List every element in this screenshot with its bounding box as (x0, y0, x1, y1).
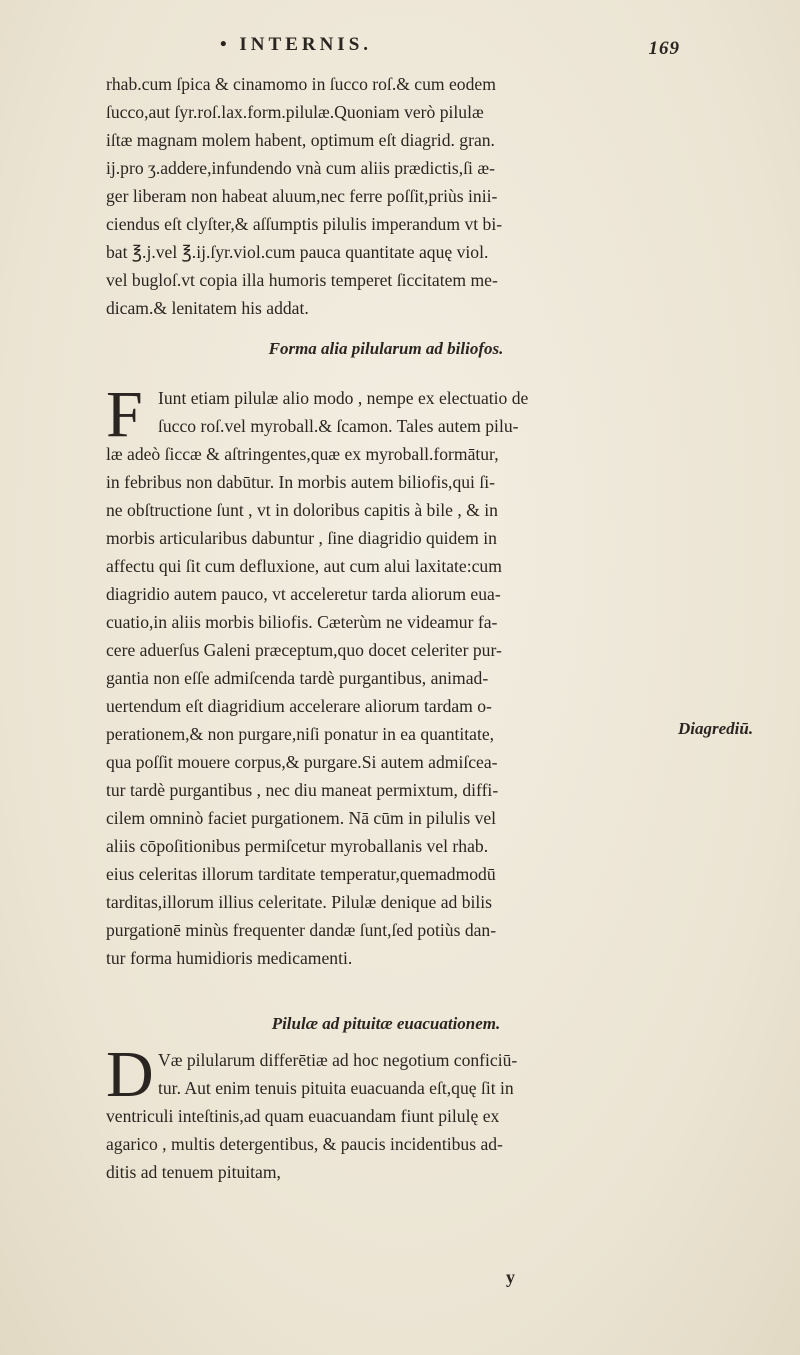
text-line: iſtæ magnam molem habent, optimum eſt diagrid. gran. (106, 130, 495, 150)
text-line: in febribus non dabūtur. In morbis autem biliofis,qui ſi- (106, 472, 495, 492)
text-line: ditis ad tenuem pituitam, (106, 1162, 281, 1182)
text-line: dicam.& lenitatem his addat. (106, 298, 309, 318)
text-line: tur forma humidioris medicamenti. (106, 948, 353, 968)
drop-cap-f: F (106, 378, 143, 451)
text-line: morbis articularibus dabuntur , ſine diagridio quidem in (106, 528, 497, 548)
text-line: tarditas,illorum illius celeritate. Pilulæ denique ad bilis (106, 892, 493, 912)
text-line: ciendus eſt clyſter,& aſſumptis pilulis imperandum vt bi- (106, 214, 503, 234)
text-line: ne obſtructione ſunt , vt in doloribus capitis à bile , & in (106, 500, 498, 520)
text-line: uertendum eſt diagridium accelerare aliorum tardam o- (106, 696, 492, 716)
text-line: tur tardè purgantibus , nec diu maneat permixtum, diffi- (106, 780, 499, 800)
text-line: purgationē minùs frequenter dandæ ſunt,ſed potiùs dan- (106, 920, 497, 940)
catchword: y (506, 1267, 515, 1287)
text-line: aliis cōpoſitionibus permiſcetur myroballanis vel rhab. (106, 836, 489, 856)
text-line: cuatio,in aliis morbis biliofis. Cæterùm ne videamur fa- (106, 612, 498, 632)
text-line: vel bugloſ.vt copia illa humoris temperet ſiccitatem me- (106, 270, 498, 290)
text-line: ger liberam non habeat aluum,nec ferre poſſit,priùs inii- (106, 186, 498, 206)
paragraph-biliosos (106, 378, 666, 972)
text-line: eius celeritas illorum tarditate temperatur,quemadmodū (106, 864, 496, 884)
text-line: diagridio autem pauco, vt acceleretur tarda aliorum eua- (106, 584, 501, 604)
text-line: cere aduerſus Galeni præceptum,quo docet celeriter pur- (106, 640, 502, 660)
paragraph-rhabarb (106, 70, 666, 322)
text-line: Væ pilularum differētiæ ad hoc negotium conficiū- (158, 1050, 518, 1070)
text-line: cilem omninò faciet purgationem. Nā cūm in pilulis vel (106, 808, 497, 828)
text-line: affectu qui ſit cum defluxione, aut cum alui laxitate:cum (106, 556, 502, 576)
text-line: ſucco,aut ſyr.roſ.lax.form.pilulæ.Quoniam verò pilulæ (106, 102, 484, 122)
text-line: ij.pro ʒ.addere,infundendo vnà cum aliis prædictis,ſi æ- (106, 158, 495, 178)
page-header (220, 34, 680, 68)
text-line: ventriculi inteſtinis,ad quam euacuandam fiunt pilulę ex (106, 1106, 500, 1126)
text-line: perationem,& non purgare,niſi ponatur in ea quantitate, (106, 724, 495, 744)
text-line: gantia non eſſe admiſcenda tardè purgantibus, animad- (106, 668, 489, 688)
running-title: • INTERNIS. (220, 34, 373, 55)
section-heading-pituita: Pilulæ ad pituitæ euacuationem. (271, 1014, 501, 1033)
text-line: rhab.cum ſpica & cinamomo in ſucco roſ.& cum eodem (106, 74, 496, 94)
text-line: tur. Aut enim tenuis pituita euacuanda eſt,quę ſit in (158, 1078, 514, 1098)
text-line: agarico , multis detergentibus, & paucis incidentibus ad- (106, 1134, 503, 1154)
paragraph-pituita (106, 1038, 666, 1186)
drop-cap-d: D (106, 1038, 154, 1111)
section-heading-biliosos: Forma alia pilularum ad biliofos. (268, 339, 504, 358)
page-number: 169 (648, 38, 680, 59)
marginal-note: Diagrediū. (678, 719, 754, 738)
text-line: Iunt etiam pilulæ alio modo , nempe ex electuatio de (158, 388, 529, 408)
text-line: læ adeò ſiccæ & aſtringentes,quæ ex myroball.formātur, (106, 444, 499, 464)
text-line: qua poſſit mouere corpus,& purgare.Si autem admiſcea- (106, 752, 498, 772)
text-line: ſucco roſ.vel myroball.& ſcamon. Tales autem pilu- (158, 416, 519, 436)
text-line: bat ℥.j.vel ℥.ij.ſyr.viol.cum pauca quantitate aquę viol. (106, 242, 489, 262)
